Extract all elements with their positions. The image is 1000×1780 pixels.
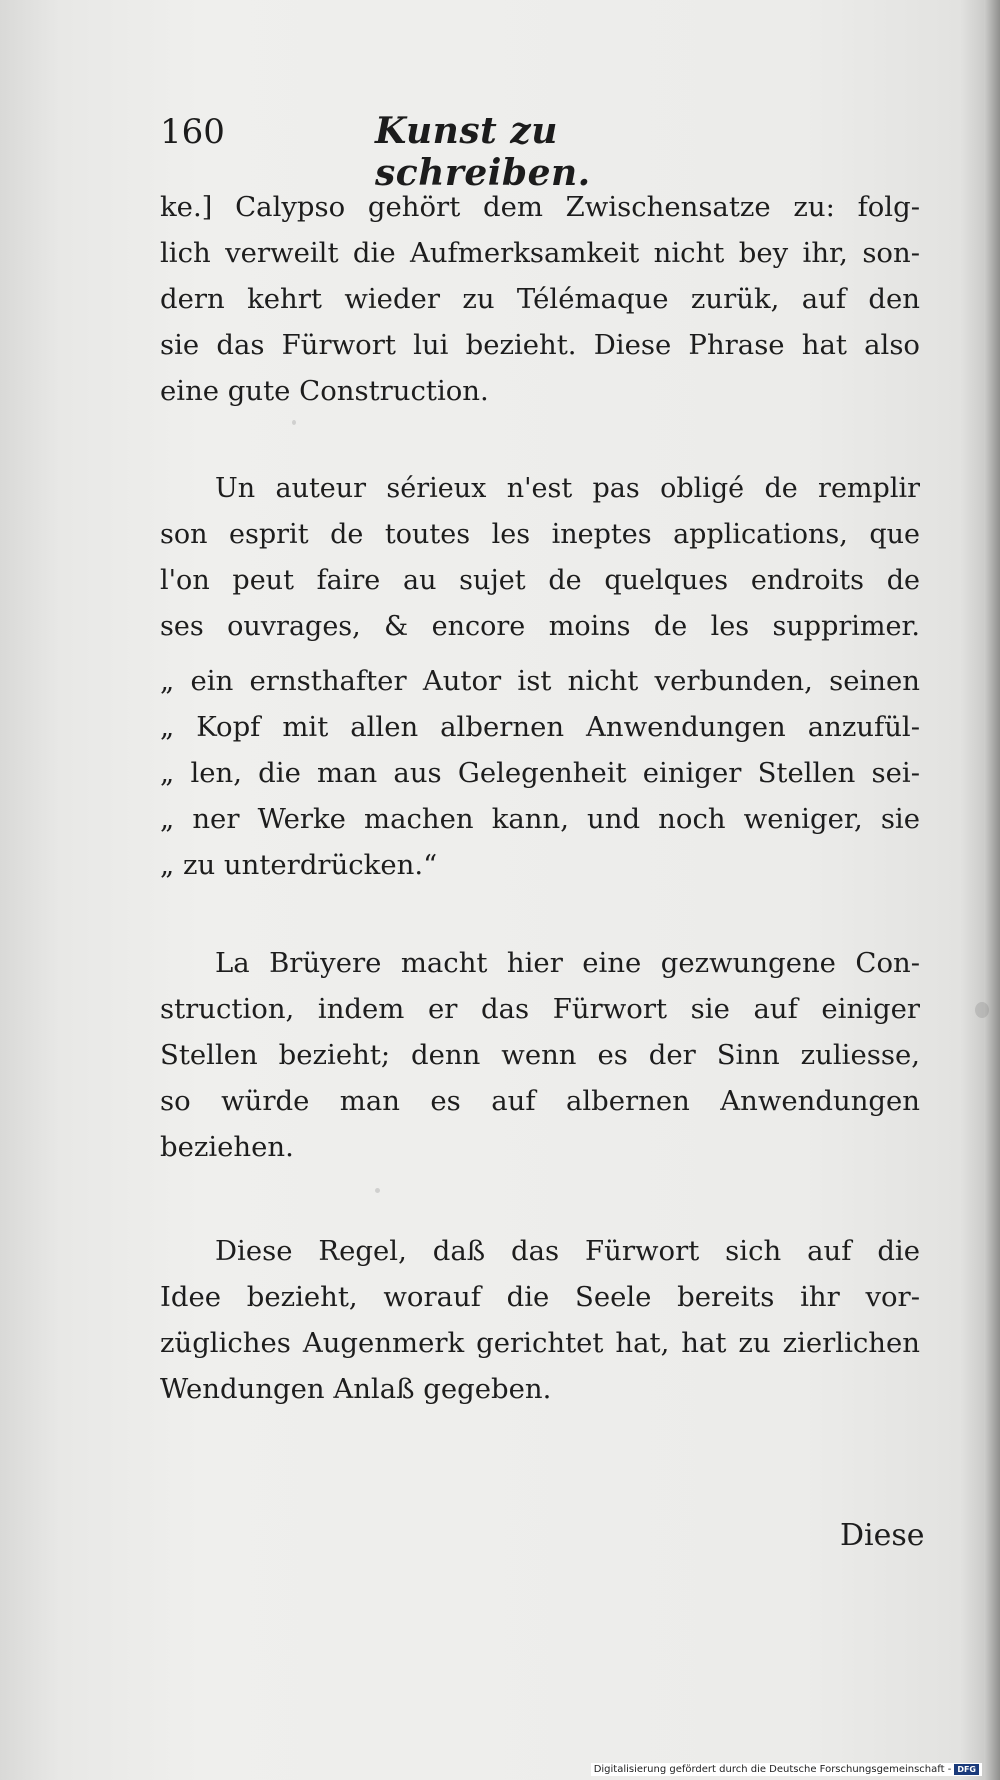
text-line: ke.] Calypso gehört dem Zwischensatze zu: folg- <box>160 191 920 223</box>
text-line: beziehen. <box>160 1131 294 1163</box>
text-line: sie das Fürwort lui bezieht. Diese Phrase hat also <box>160 329 920 361</box>
text-line: so würde man es auf albernen Anwendungen <box>160 1085 920 1117</box>
text-line: Wendungen Anlaß gegeben. <box>160 1373 552 1405</box>
paragraph-5 <box>160 1228 920 1412</box>
text-line: „ ner Werke machen kann, und noch weniger, sie <box>160 803 920 835</box>
text-line: l'on peut faire au sujet de quelques endroits de <box>160 565 920 596</box>
text-line: son esprit de toutes les ineptes applications, que <box>160 519 920 550</box>
text-line: ses ouvrages, & encore moins de les supprimer. <box>160 611 920 642</box>
text-line: Idee bezieht, worauf die Seele bereits ihr vor- <box>160 1281 920 1313</box>
text-line: zügliches Augenmerk gerichtet hat, hat zu zierlichen <box>160 1327 920 1359</box>
text-line: struction, indem er das Fürwort sie auf einiger <box>160 993 920 1025</box>
running-head <box>160 108 700 194</box>
text-line: „ Kopf mit allen albernen Anwendungen anzufül- <box>160 711 920 743</box>
text-line: Diese Regel, daß das Fürwort sich auf die <box>215 1235 920 1267</box>
text-line: Un auteur sérieux n'est pas obligé de remplir <box>215 473 920 504</box>
paragraph-4 <box>160 940 920 1170</box>
paragraph-2-french-quote <box>160 466 920 650</box>
text-line: eine gute Construction. <box>160 375 489 407</box>
text-line: „ ein ernsthafter Autor ist nicht verbunden, seinen <box>160 665 920 697</box>
catchword: Diese <box>840 1518 925 1553</box>
running-title: Kunst zu schreiben. <box>375 110 591 194</box>
paper-blot <box>975 1002 989 1018</box>
paper-blot <box>375 1188 380 1193</box>
text-line: La Brüyere macht hier eine gezwungene Con- <box>215 947 920 979</box>
text-line: „ len, die man aus Gelegenheit einiger Stellen sei- <box>160 757 920 789</box>
scan-edge-shadow <box>984 0 1000 1780</box>
credit-text: Digitalisierung gefördert durch die Deutsche Forschungsgemeinschaft - <box>593 1764 952 1775</box>
text-line: lich verweilt die Aufmerksamkeit nicht bey ihr, son- <box>160 237 920 269</box>
paragraph-3-german-translation <box>160 658 920 888</box>
text-line: dern kehrt wieder zu Télémaque zurük, auf den <box>160 283 920 315</box>
paper-blot <box>292 420 296 425</box>
page-number: 160 <box>160 112 225 152</box>
dfg-logo: DFG <box>954 1764 979 1775</box>
text-line: „ zu unterdrücken.“ <box>160 849 438 881</box>
text-line: Stellen bezieht; denn wenn es der Sinn zuliesse, <box>160 1039 920 1071</box>
paragraph-1 <box>160 184 920 414</box>
digitization-credit <box>591 1763 982 1776</box>
